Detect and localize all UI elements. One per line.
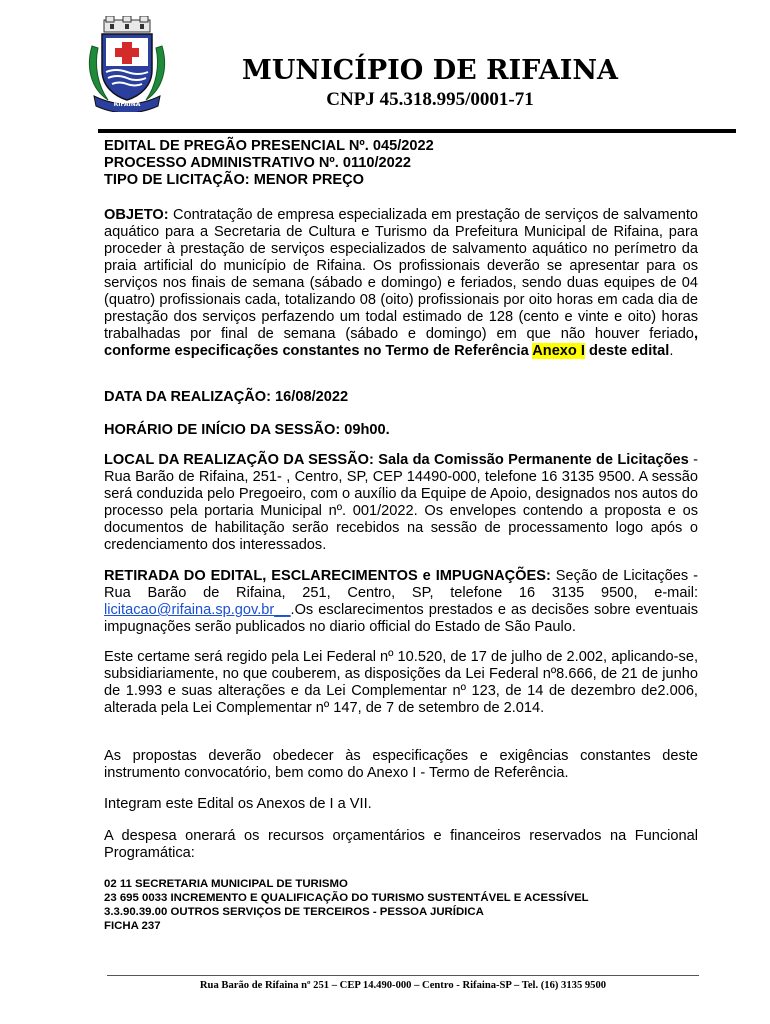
footer-divider <box>107 975 699 976</box>
municipal-crest-logo <box>84 16 170 112</box>
budget-line: FICHA 237 <box>104 920 161 932</box>
email-link[interactable]: licitacao@rifaina.sp.gov.br <box>104 602 275 618</box>
despesa-paragraph: A despesa onerará os recursos orçamentários e financeiros reservados na Funcional Programática: <box>104 828 698 861</box>
objeto-period: . <box>669 343 674 359</box>
anexo-highlight: Anexo I <box>532 343 585 359</box>
objeto-label: OBJETO: <box>104 207 169 223</box>
retirada-label: RETIRADA DO EDITAL, ESCLARECIMENTOS e IMPUGNAÇÕES: <box>104 568 551 584</box>
lei-paragraph: Este certame será regido pela Lei Federal nº 10.520, de 17 de julho de 2.002, aplicando-se, subsidiariamente, no que couberem, as disposições da Lei Federal nº8.666, de 21 de junho de 1.993 e suas alterações e da Lei Complementar nº 123, de 14 de dezembro de2.006, alterada pela Lei Complementar nº 147, de 7 de setembro de 2.014. <box>104 649 698 716</box>
local-paragraph <box>104 452 698 554</box>
local-label: LOCAL DA REALIZAÇÃO DA SESSÃO: Sala da Comissão Permanente de Licitações <box>104 452 689 468</box>
edital-heading-block <box>104 138 698 189</box>
objeto-tail-text: deste edital <box>584 343 670 359</box>
retirada-text-2: .Os esclarecimentos prestados e as decisões sobre eventuais impugnações serão publicados no diario official do Estado de São Paulo. <box>104 602 698 635</box>
municipality-title: MUNICÍPIO DE RIFAINA <box>242 55 618 86</box>
budget-line: 02 11 SECRETARIA MUNICIPAL DE TURISMO <box>104 878 348 890</box>
retirada-paragraph <box>104 568 698 636</box>
budget-lines <box>104 877 724 933</box>
footer-address: Rua Barão de Rifaina nº 251 – CEP 14.490-000 – Centro - Rifaina-SP – Tel. (16) 3135 9500 <box>199 980 607 991</box>
propostas-paragraph: As propostas deverão obedecer às especificações e exigências constantes deste instrumento convocatório, bem como do Anexo I - Termo de Referência. <box>104 748 698 781</box>
processo-number: PROCESSO ADMINISTRATIVO Nº. 0110/2022 <box>104 155 412 171</box>
tipo-licitacao: TIPO DE LICITAÇÃO: MENOR PREÇO <box>104 172 364 188</box>
objeto-paragraph <box>104 207 698 360</box>
header-divider <box>98 129 736 133</box>
objeto-bold-text: , conforme especificações constantes no Termo de Referência <box>104 326 698 359</box>
edital-number: EDITAL DE PREGÃO PRESENCIAL Nº. 045/2022 <box>104 138 434 154</box>
data-realizacao: DATA DA REALIZAÇÃO: 16/08/2022 <box>104 389 349 405</box>
objeto-text: Contratação de empresa especializada em prestação de serviços de salvamento aquático para a Secretaria de Cultura e Turismo da Prefeitura Municipal de Rifaina, para proceder à prestação de serviços especializados de salvamento aquático no perímetro da praia artificial do município de Rifaina. Os profissionais deverão se apresentar para os serviços nos finais de semana (sábado e domingo) e feriados, sendo duas equipes de 04 (quatro) profissionais cada, totalizando 08 (oito) profissionais por oito horas em cada dia de prestação dos serviços perfazendo um todal estimado de 128 (cento e vinte e oito) horas trabalhadas por final de semana (sábado e domingo) em que não houver feriado <box>104 207 698 342</box>
municipality-cnpj: CNPJ 45.318.995/0001-71 <box>326 89 534 110</box>
horario-inicio: HORÁRIO DE INÍCIO DA SESSÃO: 09h00. <box>104 422 390 438</box>
integram-paragraph: Integram este Edital os Anexos de I a VII. <box>104 796 372 812</box>
crest-ribbon-text: RIFAINA <box>113 101 141 108</box>
local-text: - Rua Barão de Rifaina, 251- , Centro, SP, CEP 14490-000, telefone 16 3135 9500. A sessão será conduzida pelo Pregoeiro, com o auxílio da Equipe de Apoio, designados nos autos do processo pela portaria Municipal nº. 001/2022. Os envelopes contendo a proposta e os documentos de habilitação serão recebidos na sessão de processamento logo após o credenciamento dos interessados. <box>104 452 699 553</box>
budget-line: 23 695 0033 INCREMENTO E QUALIFICAÇÃO DO TURISMO SUSTENTÁVEL E ACESSÍVEL <box>104 892 589 904</box>
retirada-text: Seção de Licitações -Rua Barão de Rifaina, 251, Centro, SP, telefone 16 3135 9500, e-mail: <box>104 568 698 601</box>
email-link-tail: __ <box>274 602 291 618</box>
budget-line: 3.3.90.39.00 OUTROS SERVIÇOS DE TERCEIROS - PESSOA JURÍDICA <box>104 906 484 918</box>
